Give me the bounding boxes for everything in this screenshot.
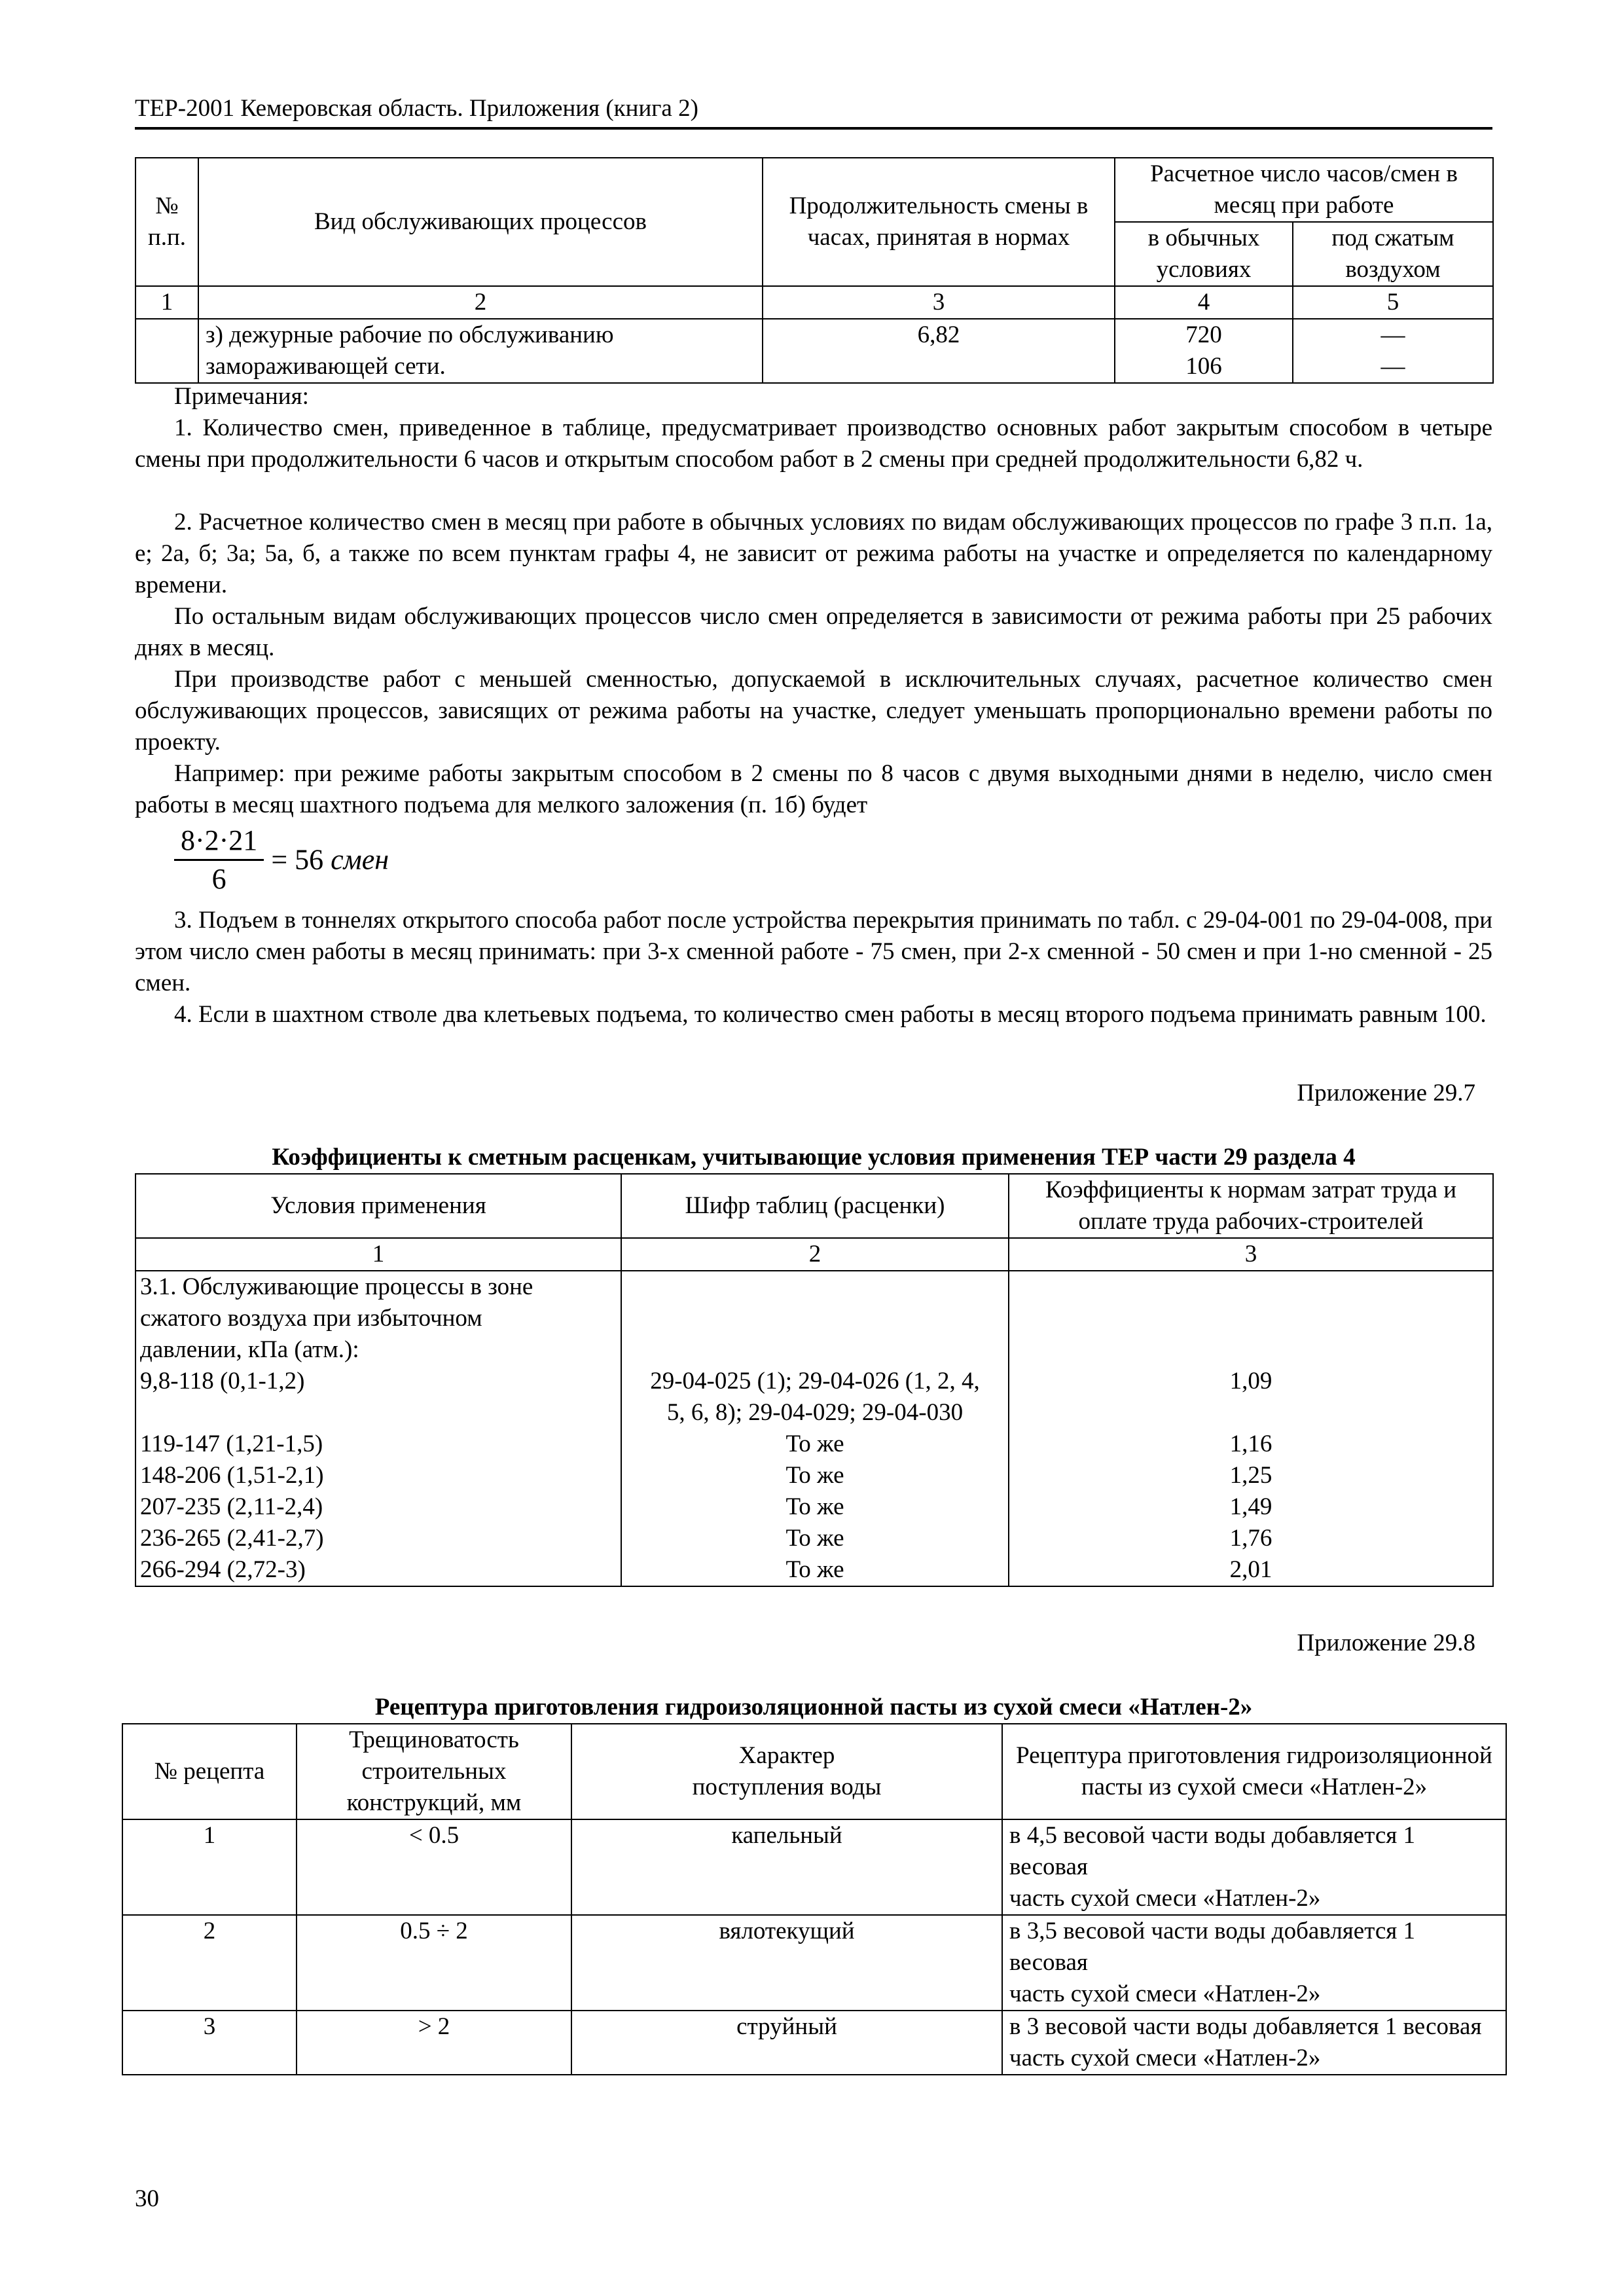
process-cell: з) дежурные рабочие по обслуживанию замораживающей сети.: [198, 319, 763, 383]
code-cell: 29-04-025 (1); 29-04-026 (1, 2, 4, 5, 6, 8); 29-04-029; 29-04-030 То же То же То же То же То же: [621, 1271, 1009, 1586]
col-process-header: Вид обслуживающих процессов: [198, 158, 763, 286]
table-row: [135, 319, 1493, 383]
note-5: Например: при режиме работы закрытым способом в 2 смены по 8 часов с двумя выходными днями в неделю, число смен работы в месяц шахтного подъема для мелкого заложения (п. 1б) будет: [135, 760, 1492, 818]
note-2: 2. Расчетное количество смен в месяц при работе в обычных условиях по видам обслуживающих процессов по графе 3 п.п. 1а, е; 2а, б; 3а; 5а, б, а также по всем пунктам графы 4, не зависит от режима работы на участке и определяется по календарному времени.: [135, 509, 1492, 598]
recipe-table: [122, 1723, 1507, 2075]
recipe-cell: в 4,5 весовой части воды добавляется 1 весовая часть сухой смеси «Натлен-2»: [1002, 1819, 1506, 1915]
col-number-header: № п.п.: [135, 158, 198, 286]
table-row: [135, 1271, 1493, 1586]
table-row: 3 > 2 струйный в 3 весовой части воды добавляется 1 весовая часть сухой смеси «Натлен-2»: [122, 2011, 1506, 2075]
formula: [174, 822, 389, 898]
conditions-cell: 3.1. Обслуживающие процессы в зоне сжатого воздуха при избыточном давлении, кПа (атм.): 9,8-118 (0,1-1,2) 119-147 (1,21-1,5) 148-206 (1,51-2,1) 207-235 (2,11-2,4) 236-265 (2,41-2,7) 266-294 (2,72-3): [135, 1271, 621, 1586]
col-recipe-header: Рецептура приготовления гидроизоляционной пасты из сухой смеси «Натлен-2»: [1002, 1724, 1506, 1819]
col-conditions-header: Условия применения: [135, 1174, 621, 1238]
index-row: 1 2 3: [135, 1238, 1493, 1271]
col-crack-header: Трещиноватость строительных конструкций, мм: [297, 1724, 571, 1819]
appendix-29-7-label: Приложение 29.7: [1297, 1080, 1475, 1106]
formula-unit: смен: [331, 843, 389, 876]
normal-cell: 720 106: [1115, 319, 1293, 383]
coefficients-table: [135, 1173, 1494, 1587]
col-recipe-number-header: № рецепта: [122, 1724, 297, 1819]
index-row: 1 2 3 4 5: [135, 286, 1493, 319]
recipe-cell: в 3 весовой части воды добавляется 1 весовая часть сухой смеси «Натлен-2»: [1002, 2011, 1506, 2075]
col-water-header: Характер поступления воды: [571, 1724, 1002, 1819]
compressed-cell: — —: [1293, 319, 1493, 383]
col-code-header: Шифр таблиц (расценки): [621, 1174, 1009, 1238]
note-3: По остальным видам обслуживающих процессов число смен определяется в зависимости от режима работы при 25 рабочих днях в месяц.: [135, 603, 1492, 661]
appendix-29-8-title: Рецептура приготовления гидроизоляционной пасты из сухой смеси «Натлен-2»: [374, 1694, 1253, 1721]
note-6: 3. Подъем в тоннелях открытого способа работ после устройства перекрытия принимать по табл. с 29-04-001 по 29-04-008, при этом число смен работы в месяц принимать: при 3-х сменной работе - 75 смен, при 2-х сменной - 50 смен и при 1-но сменной - 25 смен.: [135, 907, 1492, 996]
shifts-table: [135, 157, 1494, 384]
notes-heading: Примечания:: [174, 383, 309, 410]
header-title: ТЕР-2001 Кемеровская область. Приложения (книга 2): [135, 95, 698, 122]
note-4: При производстве работ с меньшей сменностью, допускаемой в исключительных случаях, расчетное количество смен обслуживающих процессов, зависящих от режима работы на участке, следует уменьшать пропорционально времени работы по проекту.: [135, 666, 1492, 756]
formula-result: = 56: [271, 843, 324, 876]
col-duration-header: Продолжительность смены в часах, принятая в нормах: [763, 158, 1115, 286]
appendix-29-7-title: Коэффициенты к сметным расценкам, учитывающие условия применения ТЕР части 29 раздела 4: [272, 1144, 1356, 1171]
note-1: 1. Количество смен, приведенное в таблице, предусматривает производство основных работ закрытым способом в четыре смены при продолжительности 6 часов и открытым способом работ в 2 смены при средней продолжительности 6,82 ч.: [135, 414, 1492, 473]
page-number: 30: [135, 2185, 159, 2212]
col-compressed-header: под сжатым воздухом: [1293, 222, 1493, 286]
coef-cell: 1,09 1,16 1,25 1,49 1,76 2,01: [1009, 1271, 1493, 1586]
formula-numerator: 8·2·21: [174, 822, 264, 861]
formula-denominator: 6: [211, 863, 226, 895]
col-coef-header: Коэффициенты к нормам затрат труда и оплате труда рабочих-строителей: [1009, 1174, 1493, 1238]
note-7: 4. Если в шахтном стволе два клетьевых подъема, то количество смен работы в месяц второго подъема принимать равным 100.: [174, 1001, 1487, 1028]
appendix-29-8-label: Приложение 29.8: [1297, 1630, 1475, 1656]
duration-cell: 6,82: [763, 319, 1115, 383]
col-normal-header: в обычных условиях: [1115, 222, 1293, 286]
page-header: [135, 93, 1492, 130]
table-row: 1 < 0.5 капельный в 4,5 весовой части воды добавляется 1 весовая часть сухой смеси «Натлен-2»: [122, 1819, 1506, 1915]
col-calc-header: Расчетное число часов/смен в месяц при работе: [1115, 158, 1493, 222]
table-row: 2 0.5 ÷ 2 вялотекущий в 3,5 весовой части воды добавляется 1 весовая часть сухой смеси «Натлен-2»: [122, 1915, 1506, 2011]
recipe-cell: в 3,5 весовой части воды добавляется 1 весовая часть сухой смеси «Натлен-2»: [1002, 1915, 1506, 2011]
